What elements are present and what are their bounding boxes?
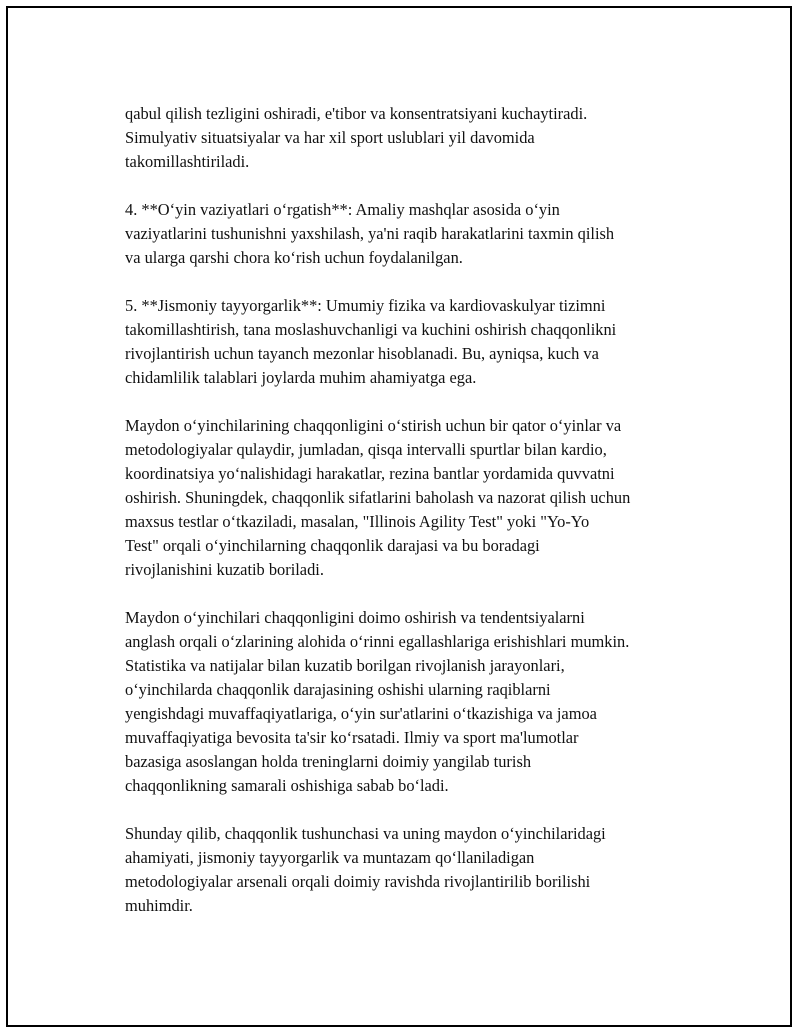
text-line: rivojlantirish uchun tayanch mezonlar hisoblanadi. Bu, ayniqsa, kuch va [125,344,599,363]
text-line: Shunday qilib, chaqqonlik tushunchasi va uning maydon o‘yinchilaridagi [125,824,606,843]
list-item-physical-preparation [125,294,705,390]
text-line: rivojlanishini kuzatib boriladi. [125,560,324,579]
text-line: muhimdir. [125,896,193,915]
paragraph-progress [125,606,705,798]
text-line: maxsus testlar o‘tkaziladi, masalan, "Illinois Agility Test" yoki "Yo-Yo [125,512,590,531]
text-line: Test" orqali o‘yinchilarning chaqqonlik darajasi va bu boradagi [125,536,540,555]
text-line: Statistika va natijalar bilan kuzatib borilgan rivojlanish jarayonlari, [125,656,565,675]
text-line: Maydon o‘yinchilari chaqqonligini doimo oshirish va tendentsiyalarni [125,608,585,627]
text-line: chidamlilik talablari joylarda muhim ahamiyatga ega. [125,368,477,387]
paragraph-continuation [125,102,705,174]
text-line: vaziyatlarini tushunishni yaxshilash, ya'ni raqib harakatlarini taxmin qilish [125,224,615,243]
text-line: yengishdagi muvaffaqiyatlariga, o‘yin sur'atlarini o‘tkazishiga va jamoa [125,704,597,723]
page-body [125,102,705,942]
text-line: chaqqonlikning samarali oshishiga sabab bo‘ladi. [125,776,449,795]
text-line: metodologiyalar qulaydir, jumladan, qisqa intervalli spurtlar bilan kardio, [125,440,607,459]
text-line: bazasiga asoslangan holda treninglarni doimiy yangilab turish [125,752,532,771]
text-line: muvaffaqiyatiga bevosita ta'sir ko‘rsatadi. Ilmiy va sport ma'lumotlar [125,728,579,747]
text-line: va ularga qarshi chora ko‘rish uchun foydalanilgan. [125,248,463,267]
text-line: Simulyativ situatsiyalar va har xil sport uslublari yil davomida [125,128,535,147]
text-line: 5. **Jismoniy tayyorgarlik**: Umumiy fizika va kardiovaskulyar tizimni [125,296,606,315]
text-line: qabul qilish tezligini oshiradi, e'tibor va konsentratsiyani kuchaytiradi. [125,104,588,123]
text-line: 4. **O‘yin vaziyatlari o‘rgatish**: Amaliy mashqlar asosida o‘yin [125,200,560,219]
text-line: ahamiyati, jismoniy tayyorgarlik va muntazam qo‘llaniladigan [125,848,535,867]
text-line: o‘yinchilarda chaqqonlik darajasining oshishi ularning raqiblarni [125,680,551,699]
text-line: koordinatsiya yo‘nalishidagi harakatlar, rezina bantlar yordamida quvvatni [125,464,615,483]
text-line: Maydon o‘yinchilarining chaqqonligini o‘stirish uchun bir qator o‘yinlar va [125,416,622,435]
list-item-game-situations [125,198,705,270]
paragraph-conclusion [125,822,705,918]
text-line: takomillashtiriladi. [125,152,250,171]
text-line: oshirish. Shuningdek, chaqqonlik sifatlarini baholash va nazorat qilish uchun [125,488,631,507]
text-line: anglash orqali o‘zlarining alohida o‘rinni egallashlariga erishishlari mumkin. [125,632,630,651]
text-line: metodologiyalar arsenali orqali doimiy ravishda rivojlantirilib borilishi [125,872,591,891]
paragraph-methodologies [125,414,705,582]
page-border [6,6,792,1027]
text-line: takomillashtirish, tana moslashuvchanligi va kuchini oshirish chaqqonlikni [125,320,617,339]
